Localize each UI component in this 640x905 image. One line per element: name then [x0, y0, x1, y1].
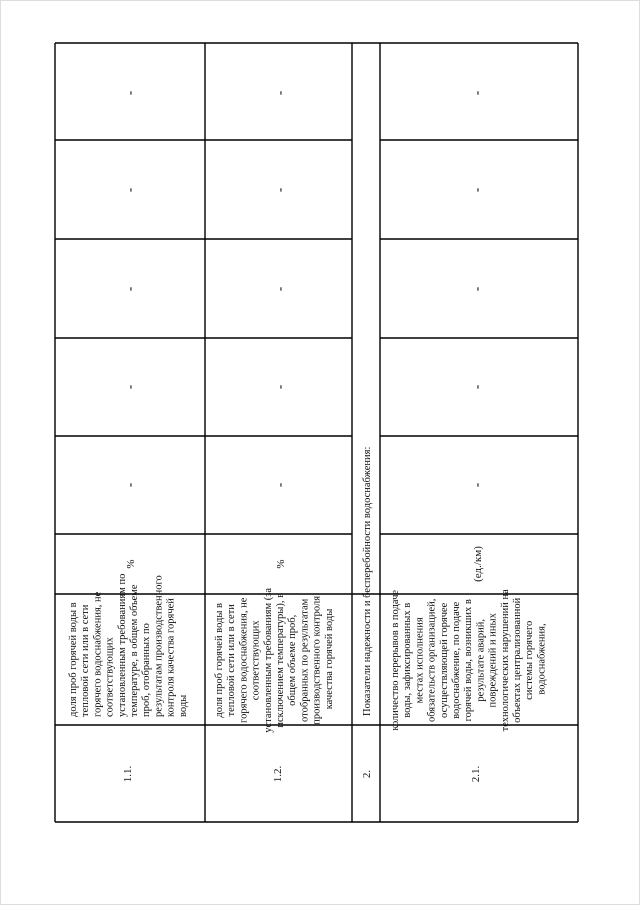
unit-cell: (ед./км)	[472, 546, 484, 582]
value-cell: -	[469, 384, 484, 390]
value-cell: -	[469, 90, 484, 96]
value-cell: -	[272, 286, 287, 292]
row-number: 2.1.	[470, 765, 482, 783]
value-cell: -	[122, 286, 137, 292]
row-description: доля проб горячей воды в тепловой сети или в сети горячего водоснабжения, не соответствующих установленным требованиям (за исключением температуры), в общем объеме проб, отобранных по результатам производственного контроля качества горячей воды	[214, 587, 335, 733]
value-cell: -	[469, 482, 484, 488]
section-title: Показатели надежности и бесперебойности водоснабжения:	[362, 446, 373, 716]
value-cell: -	[122, 482, 137, 488]
row-number: 1.1.	[122, 765, 134, 783]
value-cell: -	[272, 90, 287, 96]
value-cell: -	[469, 187, 484, 193]
value-cell: -	[122, 187, 137, 193]
unit-cell: %	[275, 559, 287, 569]
value-cell: -	[272, 482, 287, 488]
value-cell: -	[122, 384, 137, 390]
value-cell: -	[469, 286, 484, 292]
value-cell: -	[272, 384, 287, 390]
section-header	[361, 447, 373, 779]
row-description: доля проб горячей воды в тепловой сети или в сети горячего водоснабжения, не соответствующих установленным требованиям по температуре, в общем объеме проб, отобранных по результатам производственного контроля качества горячей воды	[68, 573, 189, 717]
row-number: 1.2.	[272, 765, 284, 783]
value-cell: -	[122, 90, 137, 96]
row-number: 2.	[361, 769, 373, 779]
unit-cell: %	[125, 559, 137, 569]
value-cell: -	[272, 187, 287, 193]
row-description: количество перерывов в подаче воды, зафиксированных в местах исполнения обязательств организацией, осуществляющей горячее водоснабжение, по подаче горячей воды, возникших в результате аварий, повреждений и иных технологических нарушений на объектах централизованной системы горячего водоснабжения,	[390, 589, 548, 732]
